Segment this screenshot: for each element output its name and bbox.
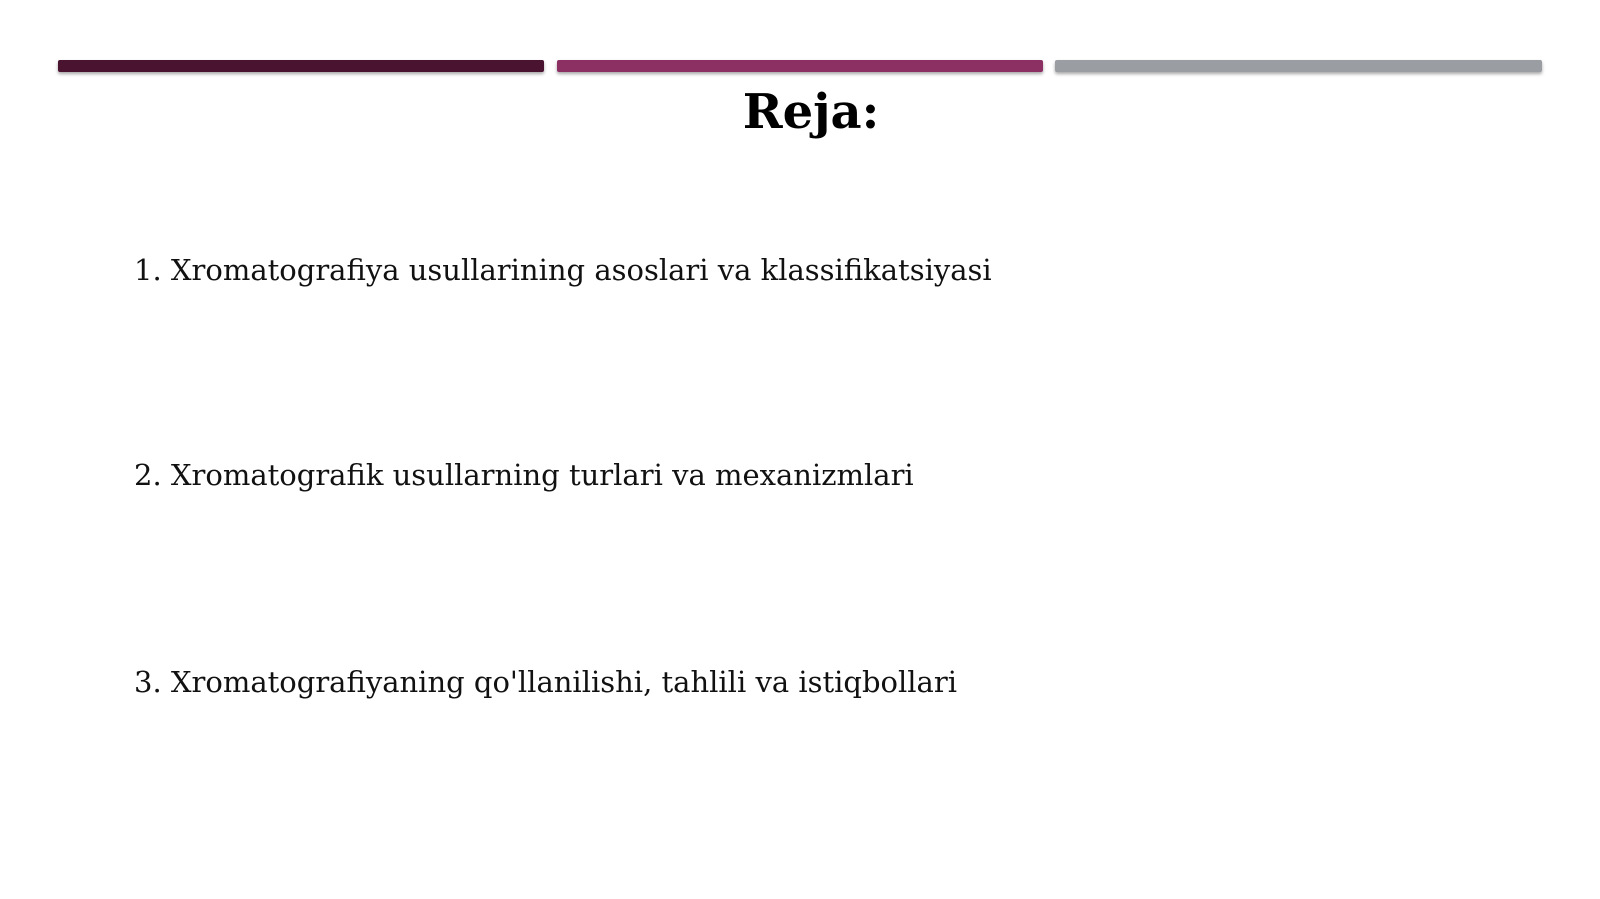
plan-item-2: 2. Xromatografik usullarning turlari va mexanizmlari — [134, 458, 914, 492]
plan-item-1: 1. Xromatografiya usullarining asoslari va klassifikatsiyasi — [134, 253, 992, 287]
plan-item-3: 3. Xromatografiyaning qo'llanilishi, tahlili va istiqbollari — [134, 665, 957, 699]
slide-title: Reja: — [742, 84, 880, 140]
